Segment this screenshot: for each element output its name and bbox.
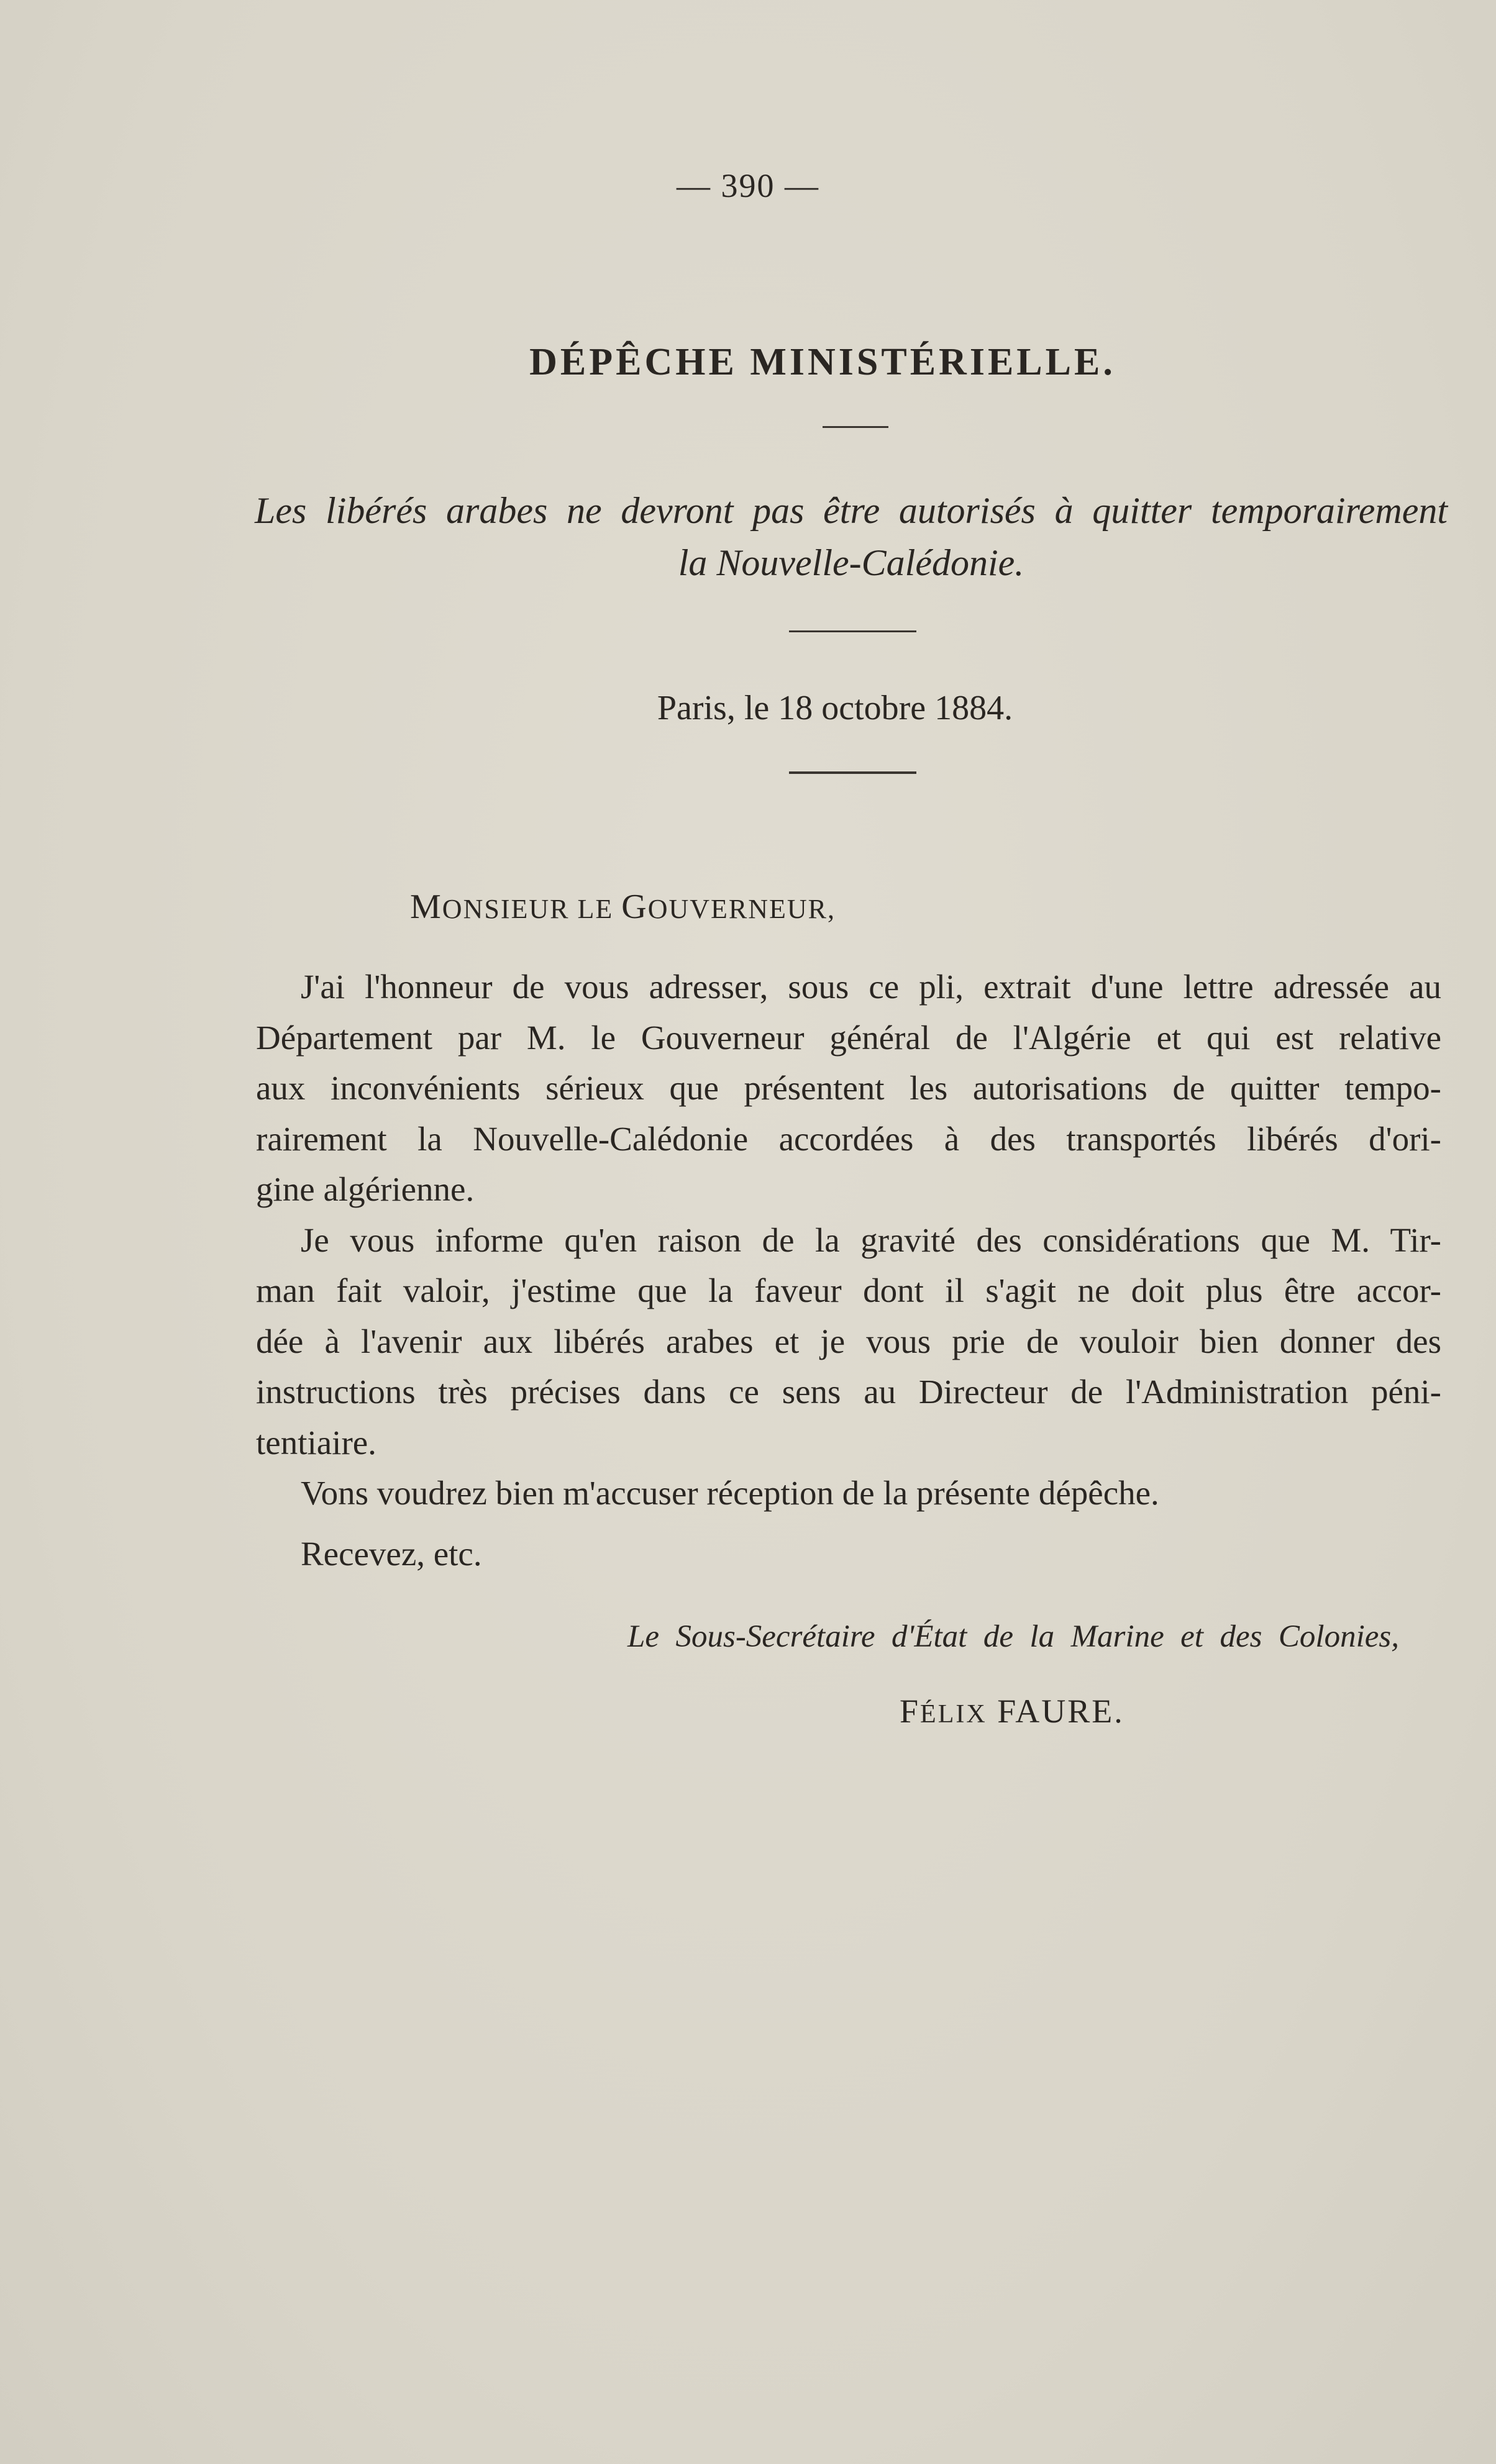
salutation-cap: M bbox=[410, 888, 442, 926]
body-line: man fait valoir, j'estime que la faveur dont il s'agit ne doit plus être accor- bbox=[256, 1271, 1441, 1309]
paragraph bbox=[256, 1215, 1441, 1468]
paragraph bbox=[256, 962, 1441, 1215]
body-line: rairement la Nouvelle-Calédonie accordées à des transportés libérés d'ori- bbox=[256, 1119, 1441, 1158]
signature-cap: F bbox=[900, 1693, 921, 1730]
salutation bbox=[410, 887, 836, 927]
letter-body bbox=[256, 962, 1441, 1519]
signature-surname: FAURE. bbox=[997, 1693, 1124, 1730]
body-line: gine algérienne. bbox=[256, 1170, 475, 1208]
closing-formula: Recevez, etc. bbox=[301, 1535, 482, 1573]
body-line: instructions très précises dans ce sens au Directeur de l'Administration péni- bbox=[256, 1373, 1441, 1411]
body-line: Je vous informe qu'en raison de la gravité des considérations que M. Tir- bbox=[301, 1221, 1441, 1259]
salutation-smallcaps: OUVERNEUR, bbox=[647, 894, 836, 924]
signature-smallcaps: ÉLIX bbox=[920, 1700, 987, 1729]
body-line: Département par M. le Gouverneur général de l'Algérie et qui est relative bbox=[256, 1018, 1441, 1057]
salutation-smallcaps: ONSIEUR LE bbox=[442, 894, 622, 924]
date-line: Paris, le 18 octobre 1884. bbox=[657, 689, 1013, 727]
signature-name bbox=[900, 1692, 1124, 1730]
body-line: Vons voudrez bien m'accuser réception de la présente dépêche. bbox=[301, 1474, 1159, 1512]
body-line: tentiaire. bbox=[256, 1423, 376, 1462]
body-line: J'ai l'honneur de vous adresser, sous ce pli, extrait d'une lettre adressée au bbox=[301, 968, 1441, 1006]
salutation-cap: G bbox=[621, 888, 648, 926]
subtitle-line: Les libérés arabes ne devront pas être autorisés à quitter temporairement bbox=[255, 490, 1448, 531]
document-title: DÉPÊCHE MINISTÉRIELLE. bbox=[529, 341, 1116, 383]
title-divider bbox=[823, 426, 888, 428]
subtitle-line: la Nouvelle-Calédonie. bbox=[678, 542, 1024, 583]
subtitle-divider bbox=[789, 630, 916, 632]
document-subtitle bbox=[255, 484, 1448, 589]
body-line: aux inconvénients sérieux que présentent les autorisations de quitter tempo- bbox=[256, 1069, 1441, 1107]
body-line: dée à l'avenir aux libérés arabes et je vous prie de vouloir bien donner des bbox=[256, 1322, 1441, 1360]
page-number: — 390 — bbox=[677, 167, 819, 204]
signature-role: Le Sous-Secrétaire d'État de la Marine et des Colonies, bbox=[627, 1619, 1399, 1654]
date-divider bbox=[789, 771, 916, 774]
paragraph bbox=[256, 1468, 1441, 1519]
